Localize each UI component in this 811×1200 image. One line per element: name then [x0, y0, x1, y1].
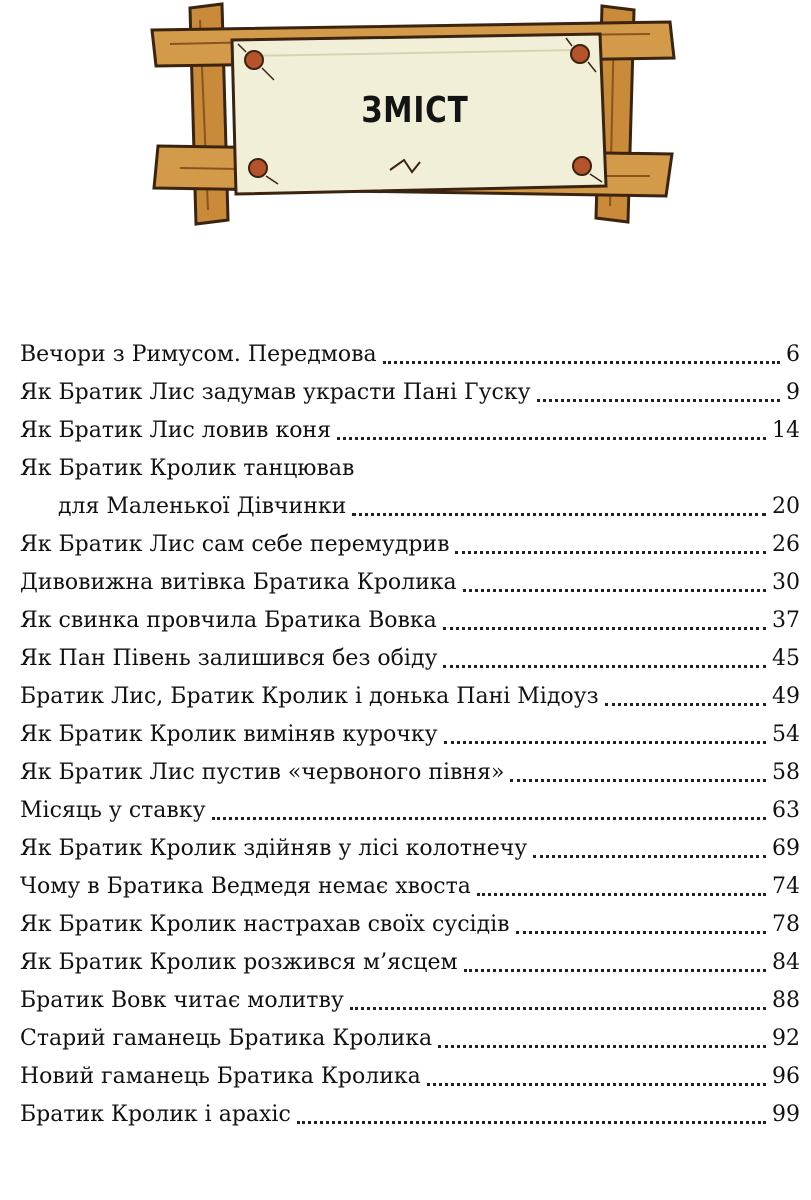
toc-entry-second-line — [20, 488, 800, 526]
toc-entry-title: Братик Лис, Братик Кролик і донька Пані Мідоуз — [20, 684, 599, 709]
toc-entry[interactable] — [20, 830, 800, 868]
dot-leader — [444, 741, 766, 744]
table-of-contents — [20, 336, 800, 1134]
toc-entry[interactable] — [20, 868, 800, 906]
toc-entry-title: Дивовижна витівка Братика Кролика — [20, 570, 457, 595]
toc-entry-title: Вечори з Римусом. Передмова — [20, 342, 377, 367]
dot-leader — [443, 627, 766, 630]
dot-leader — [443, 665, 766, 668]
toc-entry-page: 84 — [772, 950, 800, 975]
toc-entry-page: 54 — [772, 722, 800, 747]
toc-entry-page: 96 — [772, 1064, 800, 1089]
toc-entry[interactable] — [20, 640, 800, 678]
toc-entry[interactable] — [20, 678, 800, 716]
toc-entry-title: Як Братик Кролик настрахав своїх сусідів — [20, 912, 510, 937]
dot-leader — [337, 437, 766, 440]
toc-entry[interactable] — [20, 944, 800, 982]
toc-entry-page: 37 — [772, 608, 800, 633]
toc-entry-page: 30 — [772, 570, 800, 595]
toc-entry-title: Як Пан Півень залишився без обіду — [20, 646, 438, 671]
toc-entry-title: Новий гаманець Братика Кролика — [20, 1064, 421, 1089]
dot-leader — [297, 1121, 766, 1124]
toc-entry-title: Як Братик Лис сам себе перемудрив — [20, 532, 450, 557]
toc-entry-page: 6 — [786, 342, 800, 367]
dot-leader — [455, 551, 766, 554]
toc-entry-title: Як Братик Кролик виміняв курочку — [20, 722, 438, 747]
toc-entry-page: 63 — [772, 798, 800, 823]
dot-leader — [212, 817, 766, 820]
toc-entry[interactable] — [20, 526, 800, 564]
dot-leader — [352, 513, 766, 516]
dot-leader — [516, 931, 766, 934]
toc-entry[interactable] — [20, 336, 800, 374]
page-title: ЗМІСТ — [361, 90, 469, 131]
dot-leader — [510, 779, 766, 782]
toc-entry-title: Братик Кролик і арахіс — [20, 1102, 291, 1127]
dot-leader — [533, 855, 766, 858]
toc-entry-page: 58 — [772, 760, 800, 785]
toc-entry-title: Чому в Братика Ведмедя немає хвоста — [20, 874, 471, 899]
toc-entry[interactable] — [20, 754, 800, 792]
toc-entry[interactable] — [20, 1096, 800, 1134]
toc-entry-title-line1: Як Братик Кролик танцював — [20, 456, 355, 481]
toc-entry-title: Як Братик Лис задумав украсти Пані Гуску — [20, 380, 531, 405]
toc-entry-page: 26 — [772, 532, 800, 557]
toc-entry-title-line2: для Маленької Дівчинки — [58, 494, 347, 519]
toc-entry-page: 20 — [772, 494, 800, 519]
toc-entry-title: Як Братик Кролик розжився м’ясцем — [20, 950, 458, 975]
toc-entry[interactable] — [20, 982, 800, 1020]
toc-entry-page: 92 — [772, 1026, 800, 1051]
toc-entry-title: Старий гаманець Братика Кролика — [20, 1026, 433, 1051]
toc-entry[interactable] — [20, 374, 800, 412]
toc-entry-page: 78 — [772, 912, 800, 937]
toc-entry[interactable] — [20, 450, 800, 526]
toc-entry-page: 99 — [772, 1102, 800, 1127]
dot-leader — [427, 1083, 766, 1086]
dot-leader — [605, 703, 766, 706]
toc-entry[interactable] — [20, 412, 800, 450]
toc-entry-title: Як Братик Лис ловив коня — [20, 418, 331, 443]
toc-entry-page: 45 — [772, 646, 800, 671]
toc-entry[interactable] — [20, 564, 800, 602]
toc-entry-page: 14 — [772, 418, 800, 443]
dot-leader — [464, 969, 766, 972]
dot-leader — [438, 1045, 766, 1048]
toc-entry-page: 88 — [772, 988, 800, 1013]
toc-entry[interactable] — [20, 906, 800, 944]
dot-leader — [383, 361, 780, 364]
toc-entry-title: Як свинка провчила Братика Вовка — [20, 608, 437, 633]
toc-entry-page: 69 — [772, 836, 800, 861]
toc-entry-title: Місяць у ставку — [20, 798, 206, 823]
toc-entry-page: 49 — [772, 684, 800, 709]
dot-leader — [463, 589, 766, 592]
dot-leader — [477, 893, 766, 896]
toc-entry[interactable] — [20, 1058, 800, 1096]
toc-entry[interactable] — [20, 602, 800, 640]
toc-entry[interactable] — [20, 1020, 800, 1058]
dot-leader — [537, 399, 780, 402]
dot-leader — [350, 1007, 766, 1010]
toc-entry[interactable] — [20, 792, 800, 830]
toc-entry-title: Як Братик Кролик здійняв у лісі колотнечу — [20, 836, 528, 861]
toc-entry-title: Братик Вовк читає молитву — [20, 988, 344, 1013]
header-sign — [150, 0, 680, 230]
toc-entry-title: Як Братик Лис пустив «червоного півня» — [20, 760, 505, 785]
toc-entry[interactable] — [20, 716, 800, 754]
toc-entry-page: 74 — [772, 874, 800, 899]
toc-entry-page: 9 — [786, 380, 800, 405]
